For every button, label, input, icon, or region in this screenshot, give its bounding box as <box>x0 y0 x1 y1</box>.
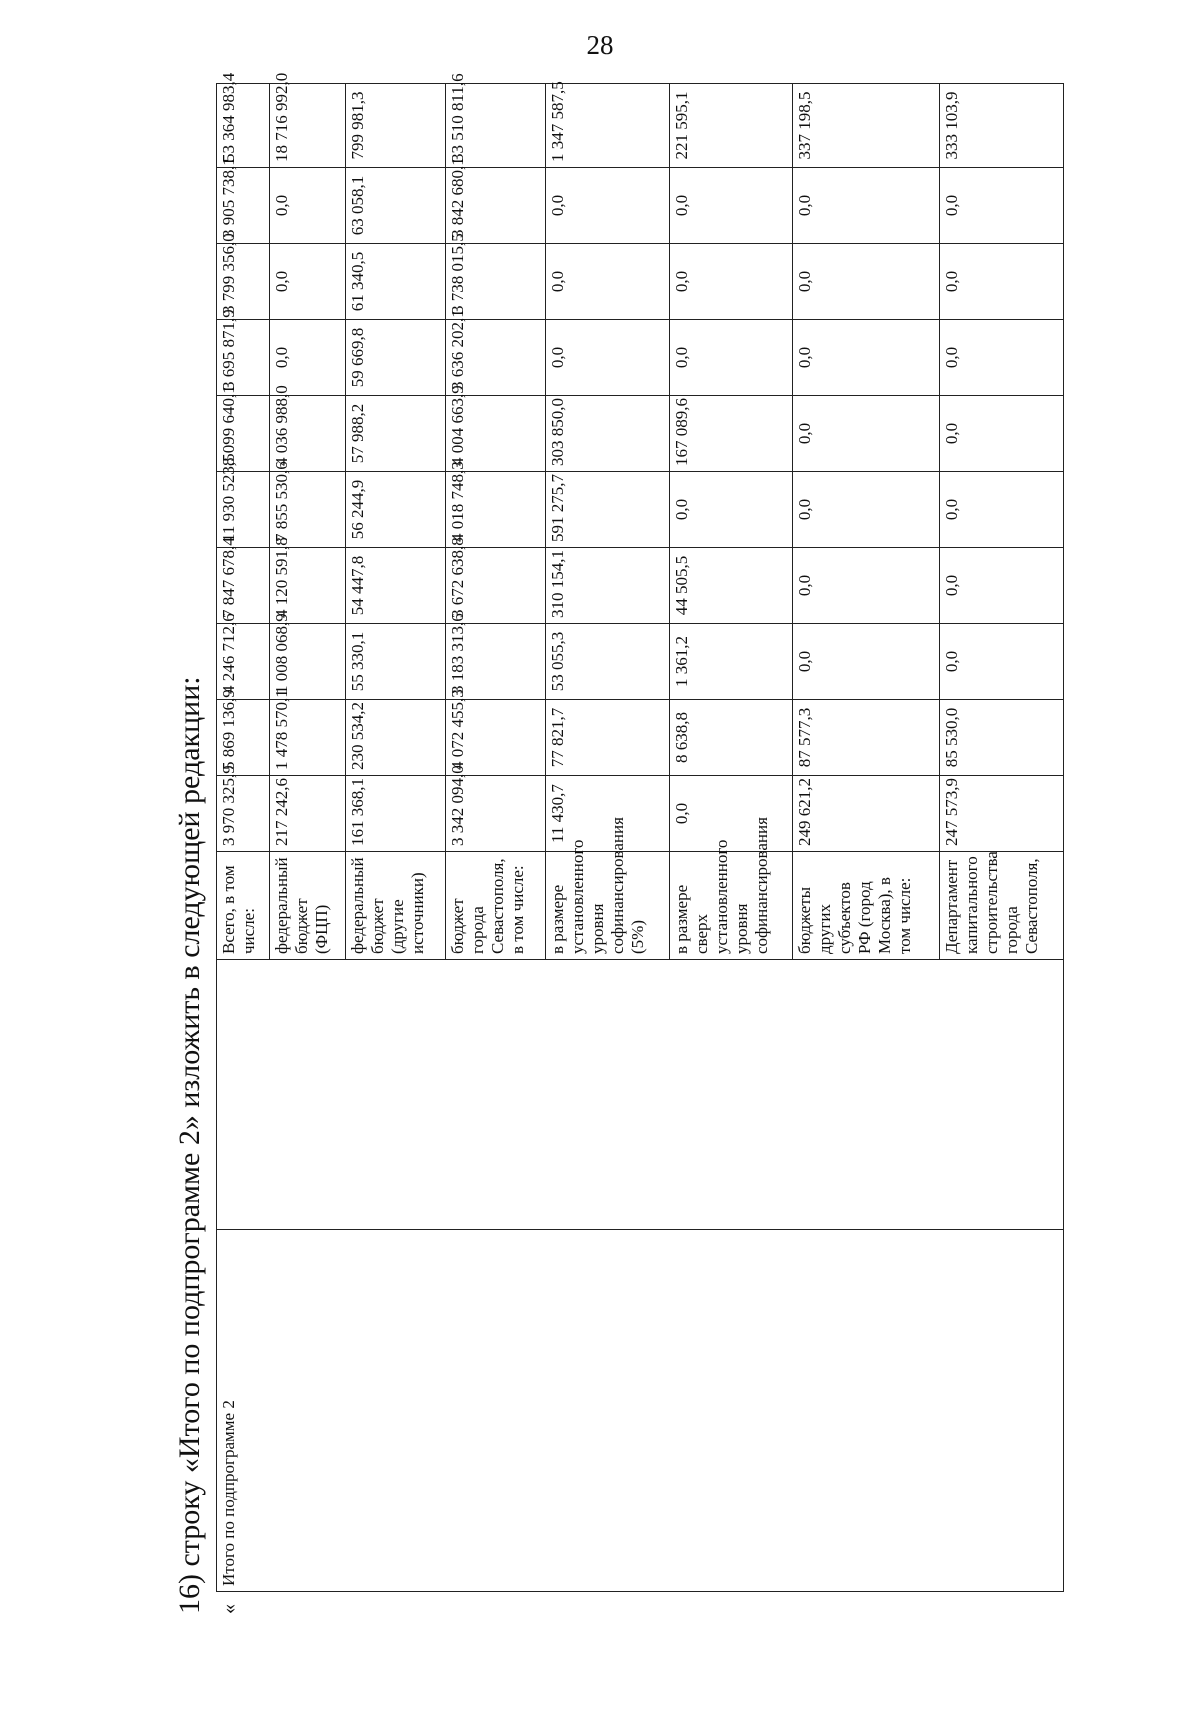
year-value: 0,0 <box>546 244 670 320</box>
year-value: 0,0 <box>940 472 1064 548</box>
year-value: 0,0 <box>669 168 793 244</box>
year-value: 161 368,1 <box>346 776 446 852</box>
year-value: 56 244,9 <box>346 472 446 548</box>
year-value: 5 869 136,9 <box>217 700 270 776</box>
year-value: 591 275,7 <box>546 472 670 548</box>
year-value: 0,0 <box>269 168 345 244</box>
subprogram-title-cell: Итого по подпрограмме 2 <box>217 1230 1064 1592</box>
year-value: 0,0 <box>269 320 345 396</box>
year-value: 3 842 680,1 <box>446 168 546 244</box>
year-value: 0,0 <box>269 244 345 320</box>
year-value: 1 361,2 <box>669 624 793 700</box>
year-value: 3 183 313,6 <box>446 624 546 700</box>
year-value: 0,0 <box>940 244 1064 320</box>
row-total-value: 53 364 983,4 <box>217 84 270 168</box>
year-value: 53 055,3 <box>546 624 670 700</box>
year-value: 3 905 738,1 <box>217 168 270 244</box>
year-value: 230 534,2 <box>346 700 446 776</box>
year-value: 7 847 678,4 <box>217 548 270 624</box>
year-value: 7 855 530,6 <box>269 472 345 548</box>
year-value: 0,0 <box>940 320 1064 396</box>
year-value: 0,0 <box>669 472 793 548</box>
year-value: 11 430,7 <box>546 776 670 852</box>
year-value: 0,0 <box>669 776 793 852</box>
year-value: 61 340,5 <box>346 244 446 320</box>
year-value: 85 530,0 <box>940 700 1064 776</box>
year-value: 57 988,2 <box>346 396 446 472</box>
row-total-value: 33 510 811,6 <box>446 84 546 168</box>
funding-source-label: в размере сверх установленного уровня софинансирования <box>669 852 793 960</box>
year-value: 55 330,1 <box>346 624 446 700</box>
year-value: 247 573,9 <box>940 776 1064 852</box>
funding-source-label: бюджет города Севастополя, в том числе: <box>446 852 546 960</box>
year-value: 1 008 068,9 <box>269 624 345 700</box>
year-value: 54 447,8 <box>346 548 446 624</box>
funding-source-label: федеральный бюджет (другие источники) <box>346 852 446 960</box>
year-value: 303 850,0 <box>546 396 670 472</box>
row-total-value: 337 198,5 <box>793 84 940 168</box>
year-value: 8 099 640,1 <box>217 396 270 472</box>
row-total-value: 1 347 587,5 <box>546 84 670 168</box>
year-value: 3 970 325,9 <box>217 776 270 852</box>
year-value: 0,0 <box>546 168 670 244</box>
year-value: 0,0 <box>940 168 1064 244</box>
year-value: 4 120 591,8 <box>269 548 345 624</box>
year-value: 0,0 <box>940 396 1064 472</box>
budget-table <box>216 72 1064 1592</box>
year-value: 3 799 356,0 <box>217 244 270 320</box>
year-value: 0,0 <box>669 320 793 396</box>
funding-source-label: Всего, в том числе: <box>217 852 270 960</box>
year-value: 4 018 748,3 <box>446 472 546 548</box>
year-value: 0,0 <box>793 396 940 472</box>
rotated-page-content <box>170 72 1070 1614</box>
year-value: 1 478 570,1 <box>269 700 345 776</box>
year-value: 0,0 <box>793 168 940 244</box>
year-value: 3 738 015,5 <box>446 244 546 320</box>
opening-quote-mark: « <box>218 1604 240 1614</box>
year-value: 3 636 202,1 <box>446 320 546 396</box>
page-number: 28 <box>586 30 614 60</box>
year-value: 167 089,6 <box>669 396 793 472</box>
table-row <box>217 84 270 1592</box>
year-value: 0,0 <box>669 244 793 320</box>
year-value: 0,0 <box>940 548 1064 624</box>
row-total-value: 221 595,1 <box>669 84 793 168</box>
row-total-value: 333 103,9 <box>940 84 1064 168</box>
year-value: 217 242,6 <box>269 776 345 852</box>
year-value: 0,0 <box>940 624 1064 700</box>
year-value: 77 821,7 <box>546 700 670 776</box>
year-value: 0,0 <box>793 244 940 320</box>
year-value: 3 672 638,8 <box>446 548 546 624</box>
row-total-value: 18 716 992,0 <box>269 84 345 168</box>
year-value: 0,0 <box>793 548 940 624</box>
year-value: 249 621,2 <box>793 776 940 852</box>
year-value: 87 577,3 <box>793 700 940 776</box>
year-value: 0,0 <box>793 472 940 548</box>
year-value: 63 058,1 <box>346 168 446 244</box>
funding-source-label: Департамент капитального строительства города Севастополя, <box>940 852 1064 960</box>
intro-text: 16) строку «Итого по подпрограмме 2» изложить в следующей редакции: <box>173 676 206 1614</box>
year-value: 0,0 <box>546 320 670 396</box>
year-value: 59 669,8 <box>346 320 446 396</box>
year-value: 8 638,8 <box>669 700 793 776</box>
year-value: 0,0 <box>793 624 940 700</box>
year-value: 0,0 <box>793 320 940 396</box>
year-value: 3 695 871,9 <box>217 320 270 396</box>
year-value: 11 930 523,5 <box>217 472 270 548</box>
funding-source-label: федеральный бюджет (ФЦП) <box>269 852 345 960</box>
year-value: 4 036 988,0 <box>269 396 345 472</box>
funding-source-label: в размере установленного уровня софинансирования (5%) <box>546 852 670 960</box>
year-value: 4 246 712,6 <box>217 624 270 700</box>
year-value: 3 342 094,0 <box>446 776 546 852</box>
row-total-value: 799 981,3 <box>346 84 446 168</box>
year-value: 310 154,1 <box>546 548 670 624</box>
funding-source-label: бюджеты других субъектов РФ (город Москва), в том числе: <box>793 852 940 960</box>
empty-cell <box>217 960 1064 1230</box>
year-value: 4 072 455,3 <box>446 700 546 776</box>
year-value: 44 505,5 <box>669 548 793 624</box>
year-value: 4 004 663,9 <box>446 396 546 472</box>
